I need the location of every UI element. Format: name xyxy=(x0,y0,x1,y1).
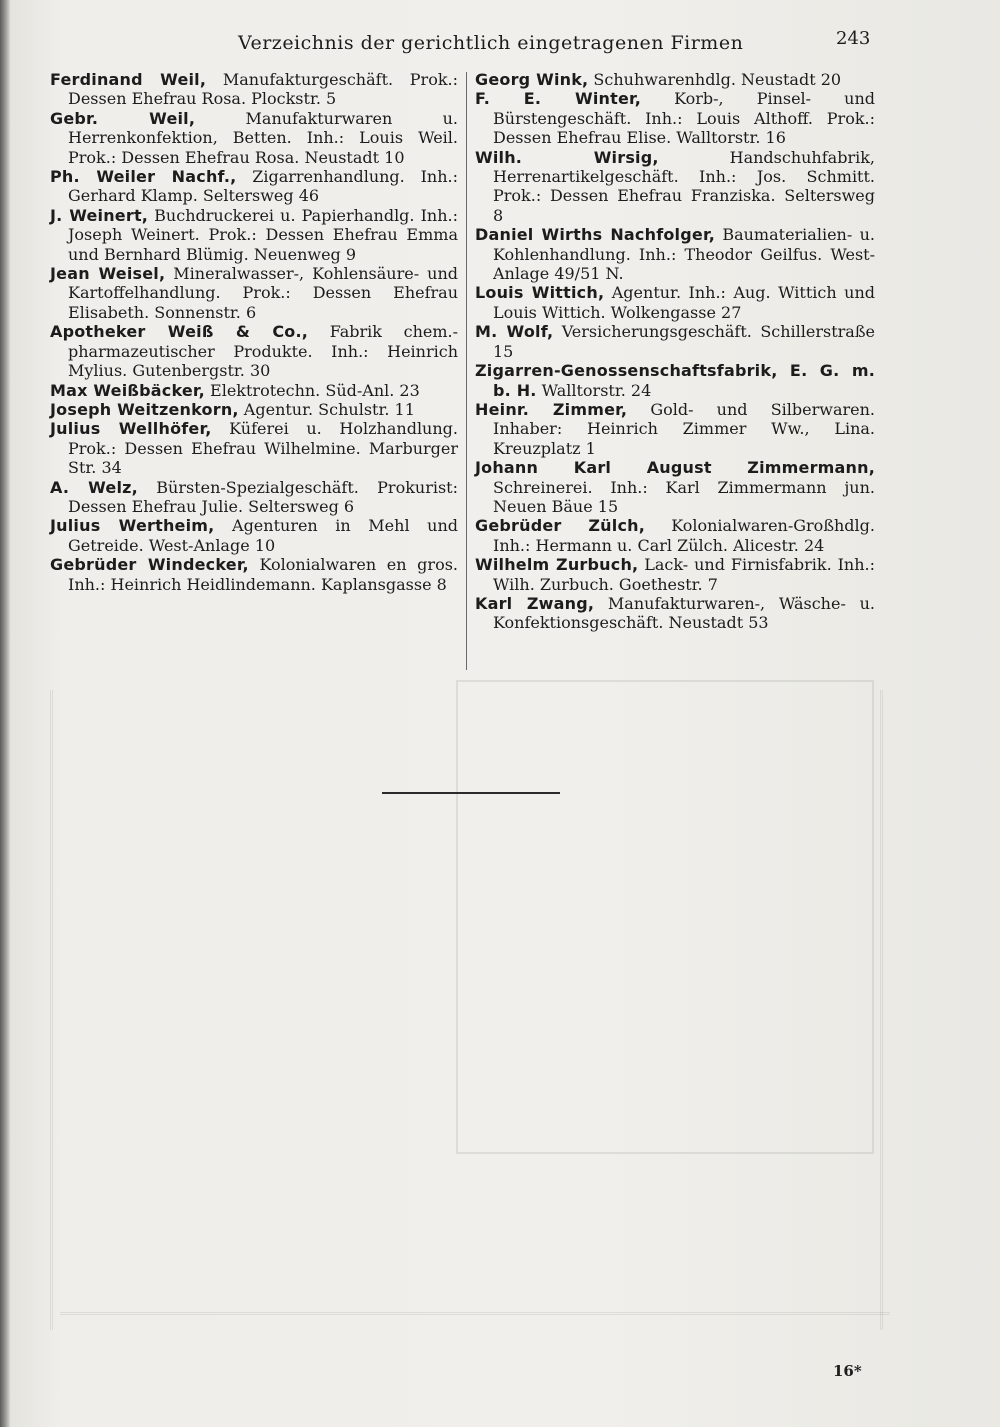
firm-entry xyxy=(50,322,458,380)
firm-details: Elektrotechn. Süd-Anl. 23 xyxy=(204,380,420,400)
firm-entry xyxy=(475,458,875,516)
firm-entry xyxy=(50,400,458,419)
firm-entry xyxy=(50,109,458,167)
firm-name: Wilhelm Zurbuch, xyxy=(475,555,639,575)
firm-entry xyxy=(50,478,458,517)
firm-details: Agentur. Inh.: Aug. Wittich und Louis Wittich. Wolkengasse 27 xyxy=(493,283,875,322)
firm-details: Mineralwasser-, Kohlensäure- und Kartoffelhandlung. Prok.: Dessen Ehefrau Elisabeth. Sonnenstr. 6 xyxy=(68,264,458,322)
firm-details: Agenturen in Mehl und Getreide. West-Anlage 10 xyxy=(68,516,458,555)
page-number: 243 xyxy=(836,28,871,49)
left-column xyxy=(50,70,458,594)
firm-details: Fabrik chem.-pharmazeutischer Produkte. Inh.: Heinrich Mylius. Gutenbergstr. 30 xyxy=(68,322,458,381)
firm-name: Karl Zwang, xyxy=(475,593,595,613)
firm-details: Walltorstr. 24 xyxy=(536,380,652,400)
bleed-through-frame xyxy=(456,680,874,1154)
firm-entry xyxy=(475,555,875,594)
firm-entry xyxy=(475,70,875,89)
firm-name: Daniel Wirths Nachfolger, xyxy=(475,225,715,245)
firm-name: A. Welz, xyxy=(50,477,138,497)
firm-name: Zigarren-Genossenschaftsfabrik, E. G. m. b. H. xyxy=(475,361,875,400)
firm-name: Gebrüder Zülch, xyxy=(475,516,646,536)
firm-name: Julius Wellhöfer, xyxy=(50,419,212,439)
firm-details: Kolonialwaren en gros. Inh.: Heinrich Heidlindemann. Kaplansgasse 8 xyxy=(68,555,458,594)
firm-name: Heinr. Zimmer, xyxy=(475,399,628,419)
firm-name: Jean Weisel, xyxy=(50,264,166,284)
firm-details: Schuhwarenhdlg. Neustadt 20 xyxy=(588,70,842,89)
firm-entry xyxy=(475,400,875,458)
firm-details: Kolonialwaren-Großhdlg. Inh.: Hermann u. Carl Zülch. Alicestr. 24 xyxy=(493,516,875,555)
firm-entry xyxy=(50,419,458,477)
firm-details: Versicherungsgeschäft. Schillerstraße 15 xyxy=(493,322,875,361)
firm-entry xyxy=(50,70,458,109)
firm-entry xyxy=(50,264,458,322)
page-header-title: Verzeichnis der gerichtlich eingetragenen Firmen xyxy=(238,32,744,54)
firm-name: Julius Wertheim, xyxy=(50,516,215,536)
firm-details: Bürsten-Spezialgeschäft. Prokurist: Dessen Ehefrau Julie. Seltersweg 6 xyxy=(68,477,459,516)
firm-entry xyxy=(475,225,875,283)
firm-name: J. Weinert, xyxy=(50,205,149,225)
firm-entry xyxy=(475,516,875,555)
firm-entry xyxy=(50,167,458,206)
firm-details: Agentur. Schulstr. 11 xyxy=(238,399,415,419)
firm-details: Zigarrenhandlung. Inh.: Gerhard Klamp. Seltersweg 46 xyxy=(68,167,458,206)
firm-name: Max Weißbäcker, xyxy=(50,380,205,400)
firm-details: Schreinerei. Inh.: Karl Zimmermann jun. Neuen Bäue 15 xyxy=(493,477,875,516)
firm-name: Johann Karl August Zimmermann, xyxy=(475,458,875,478)
firm-name: Gebrüder Windecker, xyxy=(50,555,249,575)
firm-entry xyxy=(50,516,458,555)
firm-details: Manufakturwaren u. Herrenkonfektion, Betten. Inh.: Louis Weil. Prok.: Dessen Ehefrau Rosa. Neustadt 10 xyxy=(68,108,458,167)
bleed-through-border-bottom xyxy=(60,1312,890,1325)
firm-entry xyxy=(475,283,875,322)
firm-entry xyxy=(50,555,458,594)
firm-entry xyxy=(475,89,875,147)
end-of-list-rule xyxy=(382,792,560,794)
firm-entry xyxy=(50,206,458,264)
firm-entry xyxy=(50,381,458,400)
firm-name: M. Wolf, xyxy=(475,322,554,342)
firm-details: Gold- und Silberwaren. Inhaber: Heinrich Zimmer Ww., Lina. Kreuzplatz 1 xyxy=(493,399,875,458)
firm-name: Wilh. Wirsig, xyxy=(475,147,659,167)
firm-entry xyxy=(475,361,875,400)
firm-details: Korb-, Pinsel- und Bürstengeschäft. Inh.: Louis Althoff. Prok.: Dessen Ehefrau Elise. Walltorstr. 16 xyxy=(493,89,875,148)
firm-name: F. E. Winter, xyxy=(475,89,642,109)
bleed-through-border-left xyxy=(50,690,69,1330)
firm-name: Joseph Weitzenkorn, xyxy=(50,399,239,419)
firm-name: Ferdinand Weil, xyxy=(50,70,207,89)
firm-entry xyxy=(475,148,875,226)
bleed-through-border-right xyxy=(880,690,899,1330)
firm-details: Lack- und Firnisfabrik. Inh.: Wilh. Zurbuch. Goethestr. 7 xyxy=(493,555,875,594)
signature-mark: 16* xyxy=(833,1362,862,1380)
firm-name: Ph. Weiler Nachf., xyxy=(50,167,237,187)
firm-name: Gebr. Weil, xyxy=(50,108,196,128)
firm-entry xyxy=(475,594,875,633)
firm-name: Apotheker Weiß & Co., xyxy=(50,322,309,342)
firm-details: Handschuhfabrik, Herrenartikelgeschäft. Inh.: Jos. Schmitt. Prok.: Dessen Ehefrau Franziska. Seltersweg 8 xyxy=(493,147,875,225)
right-column xyxy=(475,70,875,633)
firm-name: Louis Wittich, xyxy=(475,283,605,303)
firm-entry xyxy=(475,322,875,361)
firm-details: Baumaterialien- u. Kohlenhandlung. Inh.: Theodor Geilfus. West-Anlage 49/51 N. xyxy=(493,225,875,284)
column-divider xyxy=(466,72,467,670)
firm-details: Manufakturwaren-, Wäsche- u. Konfektionsgeschäft. Neustadt 53 xyxy=(493,593,876,633)
book-binding-edge xyxy=(0,0,10,1427)
firm-details: Küferei u. Holzhandlung. Prok.: Dessen Ehefrau Wilhelmine. Marburger Str. 34 xyxy=(68,419,458,478)
firm-details: Manufakturgeschäft. Prok.: Dessen Ehefrau Rosa. Plockstr. 5 xyxy=(68,70,458,109)
firm-details: Buchdruckerei u. Papierhandlg. Inh.: Joseph Weinert. Prok.: Dessen Ehefrau Emma und Bernhard Blümig. Neuenweg 9 xyxy=(68,205,458,264)
firm-name: Georg Wink, xyxy=(475,70,589,89)
